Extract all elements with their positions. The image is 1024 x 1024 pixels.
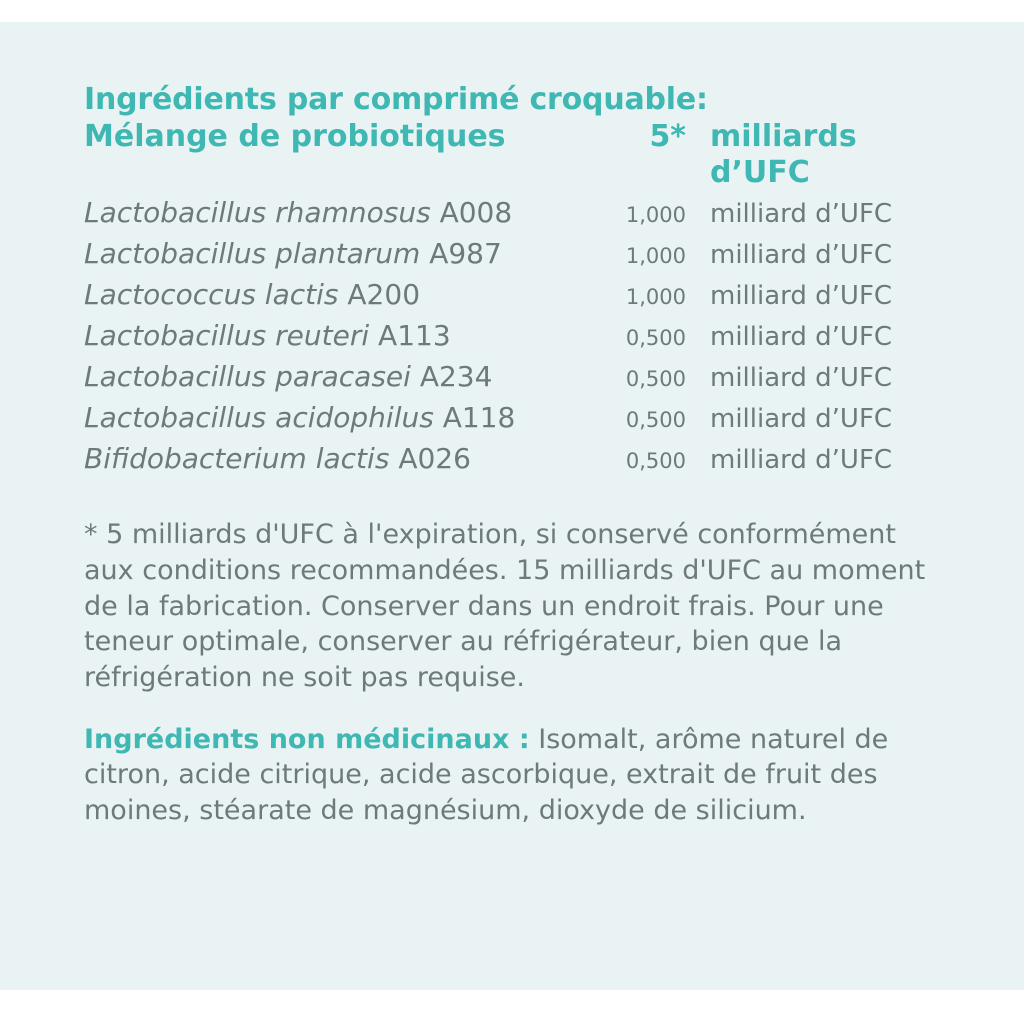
ingredients-panel (0, 22, 1024, 990)
non-medicinal-text: Isomalt, arôme naturel de citron, acide citrique, acide ascorbique, extrait de fruit des moines, stéarate de magnésium, dioxyde de silicium. (84, 723, 889, 826)
expiry-footnote: * 5 milliards d'UFC à l'expiration, si conservé conformément aux conditions recommandées. 15 milliards d'UFC au moment de la fabrication. Conserver dans un endroit frais. Pour une teneur optimale, conserver au réfrigérateur, bien que la réfrigération ne soit pas requise. (84, 519, 926, 693)
strain-name (84, 237, 600, 271)
probiotic-blend-row (84, 119, 954, 191)
strain-code: A026 (398, 442, 471, 476)
strain-amount: 0,500 (625, 367, 686, 392)
strain-name (84, 360, 600, 394)
probiotic-blend-amount: 5* (649, 119, 686, 155)
non-medicinal-ingredients (84, 722, 934, 829)
strain-row (84, 442, 954, 476)
strain-unit: milliard d’UFC (710, 281, 893, 312)
strain-species: Lactobacillus rhamnosus (84, 196, 431, 230)
strain-species: Lactococcus lactis (84, 278, 339, 312)
strain-species: Lactobacillus plantarum (84, 237, 421, 271)
strain-amount: 0,500 (625, 449, 686, 474)
strain-row (84, 237, 954, 271)
strain-amount: 0,500 (625, 408, 686, 433)
strain-code: A200 (347, 278, 421, 312)
strain-name (84, 319, 600, 353)
strain-unit: milliard d’UFC (710, 240, 893, 271)
strain-amount: 1,000 (625, 285, 686, 310)
probiotic-blend-label: Mélange de probiotiques (84, 119, 506, 155)
strain-row (84, 278, 954, 312)
ingredients-content (84, 82, 954, 828)
strain-code: A113 (378, 319, 451, 353)
strain-amount: 1,000 (625, 244, 686, 269)
probiotic-blend-unit: milliards d’UFC (710, 119, 857, 191)
strain-unit: milliard d’UFC (710, 404, 893, 435)
strain-species: Lactobacillus acidophilus (84, 401, 434, 435)
strain-code: A008 (439, 196, 513, 230)
strain-species: Lactobacillus reuteri (84, 319, 370, 353)
strain-species: Bifidobacterium lactis (84, 442, 390, 476)
strain-code: A118 (442, 401, 516, 435)
strain-unit: milliard d’UFC (710, 363, 893, 394)
strain-code: A234 (419, 360, 493, 394)
strain-row (84, 196, 954, 230)
strain-amount: 1,000 (625, 203, 686, 228)
strain-name (84, 278, 600, 312)
strain-unit: milliard d’UFC (710, 322, 893, 353)
strain-row (84, 360, 954, 394)
strain-row (84, 319, 954, 353)
strain-row (84, 401, 954, 435)
strain-name (84, 401, 600, 435)
strain-species: Lactobacillus paracasei (84, 360, 411, 394)
strain-amount: 0,500 (625, 326, 686, 351)
strain-unit: milliard d’UFC (710, 199, 893, 230)
strain-name (84, 196, 600, 230)
ingredients-heading: Ingrédients par comprimé croquable: (84, 82, 708, 117)
non-medicinal-label: Ingrédients non médicinaux : (84, 723, 530, 755)
strain-list (84, 196, 954, 476)
strain-unit: milliard d’UFC (710, 445, 893, 476)
strain-code: A987 (429, 237, 502, 271)
strain-name (84, 442, 600, 476)
